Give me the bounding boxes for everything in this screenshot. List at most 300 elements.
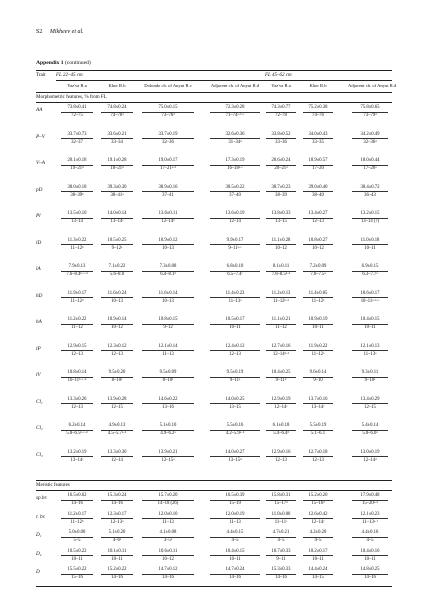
cell-range: 72–75 bbox=[71, 113, 83, 119]
cell-mean: 9.3±0.11 bbox=[352, 371, 388, 378]
cell-range: 11–12ᵃ bbox=[311, 351, 325, 357]
cell-range: 11–12 bbox=[275, 325, 287, 331]
cell-mean: 19.1±0.28 bbox=[101, 159, 133, 166]
cell-range: 73–79ᵈ bbox=[363, 113, 377, 119]
cell-range: 13–14ᶜ bbox=[311, 404, 325, 410]
cell-mean: 5.0±0.00 bbox=[61, 531, 93, 538]
cell-range: 5–5 bbox=[73, 538, 81, 544]
cell-mean: 34.0±0.43 bbox=[303, 133, 333, 140]
cell-mean: 15.5±0.22 bbox=[61, 568, 93, 575]
cell-mean: 4.4±0.15 bbox=[210, 531, 260, 538]
cell-mean: 10.9±0.19 bbox=[303, 318, 333, 325]
cell-mean: 6.9±0.15 bbox=[352, 265, 388, 272]
cell-mean: 10.6±0.11 bbox=[142, 550, 194, 557]
table-cell bbox=[348, 424, 392, 437]
cell-range: 13–15ᵈ bbox=[228, 457, 242, 463]
section-morphometric: Morphometric features, % from FL bbox=[36, 95, 107, 100]
cell-mean: 38.0±0.18 bbox=[61, 186, 93, 193]
table-cell bbox=[97, 159, 137, 172]
cell-range: 6.4–8.1ᵈ bbox=[160, 272, 176, 278]
cell-mean: 12.9±0.15 bbox=[61, 345, 93, 352]
cell-range: 7.8–8.5ᵇ·ᵈ bbox=[271, 272, 291, 278]
table-cell bbox=[348, 212, 392, 225]
cell-range: 14–16 bbox=[162, 575, 174, 581]
cell-range: 16–18ᵃ·ᶜ bbox=[227, 166, 243, 172]
table-cell bbox=[138, 106, 198, 119]
table-cell bbox=[348, 513, 392, 526]
cell-range: 12–14 bbox=[229, 219, 241, 225]
cell-range: 4–6ᵃ bbox=[112, 538, 122, 544]
table-cell bbox=[97, 424, 137, 437]
trait-label: AA bbox=[36, 107, 43, 113]
column-header: Yaz'va R.a bbox=[271, 83, 291, 88]
trait-label: pD bbox=[36, 186, 43, 193]
cell-range: 14–18 (26) bbox=[157, 501, 179, 507]
cell-mean: 13.6±0.11 bbox=[142, 212, 194, 219]
cell-mean: 5.5±0.16 bbox=[210, 424, 260, 431]
cell-range: 14–16 bbox=[364, 575, 376, 581]
cell-range: 10–11 bbox=[364, 245, 376, 251]
cell-mean: 15.2±0.20 bbox=[303, 494, 333, 501]
cell-mean: 74.3±0.77 bbox=[266, 106, 296, 113]
cell-mean: 14.7±0.12 bbox=[142, 568, 194, 575]
cell-mean: 13.4±0.27 bbox=[303, 212, 333, 219]
table-cell bbox=[262, 212, 300, 225]
cell-range: 20–21ᵈ bbox=[274, 166, 288, 172]
table-cell bbox=[299, 345, 337, 358]
table-cell bbox=[206, 494, 264, 507]
trait-label: lD bbox=[36, 239, 42, 246]
cell-range: 4.9–6.2ᵃ bbox=[160, 431, 176, 437]
cell-mean: 10.5±0.22 bbox=[61, 550, 93, 557]
cell-mean: 10.8±0.15 bbox=[142, 318, 194, 325]
cell-mean: 12.7±0.18 bbox=[303, 451, 333, 458]
cell-mean: 33.7±0.73 bbox=[61, 133, 93, 140]
cell-mean: 33.6±0.21 bbox=[101, 133, 133, 140]
cell-range: 5.6–8.0 bbox=[109, 272, 125, 278]
cell-mean: 38.5±0.22 bbox=[210, 186, 260, 193]
cell-range: 38–40 bbox=[312, 192, 324, 198]
cell-range: 10–11 bbox=[364, 325, 376, 331]
trait-label: D₂ bbox=[36, 550, 42, 557]
table-cell bbox=[138, 239, 198, 252]
column-header: Adjacent ch. of Anyui R.d bbox=[210, 83, 260, 88]
table-cell bbox=[299, 531, 337, 544]
table-cell bbox=[262, 265, 300, 278]
cell-mean: 13.3±0.26 bbox=[61, 398, 93, 405]
cell-range: 18–21ᵈ bbox=[110, 166, 124, 172]
cell-range: 14–16 bbox=[111, 575, 123, 581]
table-cell bbox=[348, 531, 392, 544]
cell-mean: 17.3±0.19 bbox=[210, 159, 260, 166]
table-cell bbox=[138, 345, 198, 358]
cell-range: 12–15 bbox=[111, 404, 123, 410]
cell-mean: 11.2±0.22 bbox=[61, 318, 93, 325]
group-left-header: FL 22–45 cm bbox=[56, 73, 83, 78]
cell-mean: 13.2±0.15 bbox=[352, 212, 388, 219]
trait-label: Cl₃ bbox=[36, 451, 43, 458]
cell-range: 10–13 bbox=[162, 245, 174, 251]
trait-label: D₁ bbox=[36, 532, 42, 538]
table-cell bbox=[138, 398, 198, 411]
cell-range: 11–13ᵃ bbox=[228, 298, 242, 304]
cell-range: 12–15ᵃ bbox=[161, 457, 175, 463]
cell-mean: 73.8±0.41 bbox=[61, 106, 93, 113]
table-cell bbox=[299, 568, 337, 581]
cell-mean: 13.5±0.10 bbox=[61, 212, 93, 219]
cell-mean: 39.0±0.40 bbox=[303, 186, 333, 193]
trait-label: P–V bbox=[36, 133, 45, 140]
table-cell bbox=[262, 424, 300, 437]
cell-range: 7.0–7.5ᵃ bbox=[310, 272, 326, 278]
cell-range: 4–5 bbox=[277, 538, 285, 544]
table-cell bbox=[299, 133, 337, 146]
table-cell bbox=[262, 513, 300, 526]
cell-mean: 11.4±0.23 bbox=[210, 292, 260, 299]
cell-range: 4.2–5.9ᵃ·ᵇ bbox=[225, 431, 245, 437]
cell-range: 10–11 bbox=[364, 556, 376, 562]
cell-mean: 12.9±0.19 bbox=[266, 398, 296, 405]
cell-range: 5.0–6.0ᵃ bbox=[362, 431, 378, 437]
table-cell bbox=[348, 318, 392, 331]
cell-range: 13–14 (?) bbox=[360, 219, 380, 225]
cell-range: 12–14ᶜ bbox=[274, 404, 288, 410]
cell-range: 11–13 bbox=[162, 519, 174, 525]
table-cell bbox=[138, 318, 198, 331]
table-cell bbox=[262, 568, 300, 581]
cell-mean: 12.0±0.10 bbox=[142, 513, 194, 520]
table-cell bbox=[97, 513, 137, 526]
table-cell bbox=[57, 371, 97, 384]
table-cell bbox=[299, 424, 337, 437]
cell-range: 4.5–5.7ᵃ·ᵈ bbox=[107, 431, 127, 437]
cell-mean: 4.9±0.13 bbox=[101, 424, 133, 431]
table-cell bbox=[348, 371, 392, 384]
cell-mean: 15.2±0.22 bbox=[101, 568, 133, 575]
table-cell bbox=[206, 106, 264, 119]
table-cell bbox=[348, 186, 392, 199]
cell-range: 71–74ᵃ·ᵇ·ᶜ bbox=[225, 113, 245, 119]
table-cell bbox=[348, 292, 392, 305]
table-cell bbox=[138, 424, 198, 437]
table-cell bbox=[348, 265, 392, 278]
cell-range: 10–11 bbox=[229, 556, 241, 562]
cell-mean: 7.2±0.09 bbox=[303, 265, 333, 272]
cell-range: 3–5ᵃ bbox=[163, 538, 173, 544]
cell-range: 11–11ᶜ bbox=[274, 519, 288, 525]
table-cell bbox=[299, 292, 337, 305]
trait-label: sp.br. bbox=[36, 495, 48, 501]
table-cell bbox=[348, 345, 392, 358]
column-header-rule bbox=[36, 92, 392, 93]
cell-range: 9–12ᵃ bbox=[111, 245, 123, 251]
column-header: Adjacent ch. of Anyui R.d bbox=[348, 83, 397, 88]
cell-range: 13–14ᶜ bbox=[110, 219, 124, 225]
table-cell bbox=[97, 550, 137, 563]
cell-range: 32–37 bbox=[71, 139, 83, 145]
cell-mean: 5.5±0.19 bbox=[303, 424, 333, 431]
column-header: Khor R.b bbox=[309, 83, 327, 88]
table-cell bbox=[138, 568, 198, 581]
cell-range: 4–5 bbox=[231, 538, 239, 544]
cell-mean: 11.9±0.17 bbox=[61, 292, 93, 299]
cell-mean: 7.9±0.13 bbox=[61, 265, 93, 272]
table-cell bbox=[262, 398, 300, 411]
cell-range: 17–21ᵃ·ᵈ bbox=[159, 166, 177, 172]
trait-label: Pl bbox=[36, 213, 41, 219]
cell-mean: 33.8±0.52 bbox=[266, 133, 296, 140]
cell-range: 73–76ᵈ bbox=[161, 113, 175, 119]
table-cell bbox=[97, 531, 137, 544]
cell-mean: 12.0±0.19 bbox=[210, 513, 260, 520]
cell-mean: 12.1±0.23 bbox=[352, 513, 388, 520]
table-cell bbox=[348, 159, 392, 172]
table-cell bbox=[97, 318, 137, 331]
table-cell bbox=[206, 568, 264, 581]
cell-mean: 9.5±0.09 bbox=[142, 371, 194, 378]
table-cell bbox=[97, 265, 137, 278]
cell-mean: 12.1±0.14 bbox=[142, 345, 194, 352]
table-cell bbox=[206, 265, 264, 278]
table-cell bbox=[138, 371, 198, 384]
table-cell bbox=[138, 451, 198, 464]
cell-range: 12–13 bbox=[71, 404, 83, 410]
cell-range: 14–16 bbox=[229, 575, 241, 581]
cell-range: 32–36ᵈ bbox=[363, 139, 377, 145]
cell-mean: 13.3±0.30 bbox=[101, 451, 133, 458]
table-cell bbox=[206, 531, 264, 544]
cell-mean: 20.6±0.24 bbox=[266, 159, 296, 166]
table-top-rule bbox=[36, 70, 392, 71]
cell-mean: 9.5±0.20 bbox=[101, 371, 133, 378]
table-cell bbox=[206, 513, 264, 526]
table-cell bbox=[97, 345, 137, 358]
cell-mean: 10.4±0.15 bbox=[210, 550, 260, 557]
cell-range: 15–20ᵃ·ᵈ bbox=[361, 501, 379, 507]
section-meristic-top-rule bbox=[36, 480, 392, 481]
table-cell bbox=[97, 398, 137, 411]
section-meristic-rule bbox=[36, 490, 392, 491]
cell-range: 11–12 bbox=[71, 325, 83, 331]
cell-range: 8–10ᵃ bbox=[162, 378, 174, 384]
table-cell bbox=[206, 186, 264, 199]
cell-mean: 11.6±0.24 bbox=[101, 292, 133, 299]
table-cell bbox=[97, 212, 137, 225]
cell-mean: 4.2±0.20 bbox=[303, 531, 333, 538]
cell-mean: 14.4±0.24 bbox=[303, 568, 333, 575]
cell-mean: 11.1±0.28 bbox=[266, 239, 296, 246]
trait-label: Cl₂ bbox=[36, 425, 43, 431]
table-cell bbox=[262, 106, 300, 119]
table-cell bbox=[57, 265, 97, 278]
cell-mean: 13.4±0.29 bbox=[352, 398, 388, 405]
group-right-header: FL 45–62 cm bbox=[265, 73, 292, 78]
cell-mean: 75.2±0.38 bbox=[303, 106, 333, 113]
cell-mean: 15.8±0.31 bbox=[266, 494, 296, 501]
appendix-label: Appendix 1 bbox=[36, 60, 64, 66]
cell-range: 5.4–6.4ᵈ bbox=[273, 431, 289, 437]
cell-range: 33–35 bbox=[312, 139, 324, 145]
cell-mean: 20.1±0.18 bbox=[61, 159, 93, 166]
table-cell bbox=[262, 371, 300, 384]
cell-mean: 4.4±0.16 bbox=[352, 531, 388, 538]
cell-range: 6.5–7.4ᶜ bbox=[227, 272, 243, 278]
cell-mean: 11.4±0.05 bbox=[303, 292, 333, 299]
table-cell bbox=[262, 345, 300, 358]
cell-range: 13–14ᶜ bbox=[70, 457, 84, 463]
cell-mean: 10.7±0.33 bbox=[266, 550, 296, 557]
cell-range: 17–20ᵃ bbox=[363, 166, 377, 172]
table-cell bbox=[138, 513, 198, 526]
cell-mean: 10.4±0.25 bbox=[266, 371, 296, 378]
table-cell bbox=[348, 133, 392, 146]
table-cell bbox=[57, 345, 97, 358]
cell-range: 10–12 bbox=[275, 245, 287, 251]
table-cell bbox=[299, 159, 337, 172]
cell-range: 12–13 bbox=[312, 457, 324, 463]
table-cell bbox=[206, 239, 264, 252]
table-cell bbox=[57, 494, 97, 507]
cell-mean: 5.4±0.14 bbox=[352, 424, 388, 431]
table-cell bbox=[299, 212, 337, 225]
cell-range: 10–11ᵇ·ᶜ·ᵈ bbox=[67, 378, 87, 384]
section-morph-rule bbox=[36, 102, 392, 103]
cell-range: 9–11ᵃ bbox=[229, 378, 241, 384]
cell-range: 10–13 bbox=[111, 298, 123, 304]
cell-mean: 11.1±0.21 bbox=[266, 318, 296, 325]
cell-mean: 14.7±0.24 bbox=[210, 568, 260, 575]
cell-mean: 4.7±0.21 bbox=[266, 531, 296, 538]
cell-mean: 13.0±0.19 bbox=[352, 451, 388, 458]
table-cell bbox=[348, 568, 392, 581]
cell-range: 14–15 bbox=[312, 575, 324, 581]
table-cell bbox=[57, 568, 97, 581]
table-cell bbox=[206, 318, 264, 331]
cell-mean: 13.2±0.19 bbox=[61, 451, 93, 458]
table-cell bbox=[262, 531, 300, 544]
cell-range: 8–10ᵃ bbox=[111, 378, 123, 384]
cell-mean: 7.3±0.08 bbox=[142, 265, 194, 272]
cell-range: 12–14ᶜ bbox=[311, 519, 325, 525]
cell-mean: 10.4±0.15 bbox=[352, 318, 388, 325]
table-cell bbox=[138, 212, 198, 225]
cell-range: 11–13 bbox=[229, 519, 241, 525]
cell-range: 37–41 bbox=[162, 192, 174, 198]
cell-mean: 12.4±0.12 bbox=[210, 345, 260, 352]
table-cell bbox=[299, 239, 337, 252]
cell-mean: 10.5±0.17 bbox=[210, 318, 260, 325]
cell-range: 13–14 bbox=[71, 219, 83, 225]
cell-mean: 10.8±0.14 bbox=[61, 371, 93, 378]
cell-range: 14–16 bbox=[71, 501, 83, 507]
cell-range: 19–21ᵈ bbox=[70, 166, 84, 172]
cell-mean: 6.8±0.10 bbox=[210, 265, 260, 272]
table-cell bbox=[262, 494, 300, 507]
cell-mean: 17.9±0.48 bbox=[352, 494, 388, 501]
cell-range: 10–11 bbox=[312, 325, 324, 331]
cell-range: 10–12 bbox=[312, 245, 324, 251]
cell-range: 11–12ᵃ bbox=[311, 298, 325, 304]
column-header: Yaz'va R.a bbox=[67, 83, 87, 88]
cell-mean: 10.2±0.17 bbox=[303, 550, 333, 557]
section-meristic: Meristic features bbox=[36, 483, 70, 488]
cell-range: 12–13 bbox=[275, 457, 287, 463]
cell-range: 33–36 bbox=[275, 139, 287, 145]
table-cell bbox=[138, 265, 198, 278]
cell-mean: 14.6±0.22 bbox=[142, 398, 194, 405]
cell-mean: 12.6±0.42 bbox=[303, 513, 333, 520]
table-cell bbox=[97, 451, 137, 464]
cell-range: 38–39ᵇ bbox=[70, 192, 84, 198]
cell-range: 10–13 bbox=[162, 298, 174, 304]
cell-range: 4–5 bbox=[314, 538, 322, 544]
cell-range: 31–34ᵈ bbox=[228, 139, 242, 145]
cell-range: 9–11ᵃ·ᶜ bbox=[228, 245, 242, 251]
cell-range: 10–11 bbox=[71, 556, 83, 562]
table-cell bbox=[299, 186, 337, 199]
cell-range: 9–11 bbox=[276, 556, 286, 562]
cell-range: 14–16 bbox=[111, 501, 123, 507]
cell-mean: 74.8±0.24 bbox=[101, 106, 133, 113]
cell-range: 5.1–6.1 bbox=[310, 431, 326, 437]
cell-range: 12–13 bbox=[71, 351, 83, 357]
cell-mean: 9.6±0.14 bbox=[303, 371, 333, 378]
cell-mean: 14.8±0.25 bbox=[352, 568, 388, 575]
group-header-rule bbox=[56, 80, 392, 81]
table-cell bbox=[138, 133, 198, 146]
cell-mean: 5.1±0.20 bbox=[101, 531, 133, 538]
trait-label: D bbox=[36, 569, 40, 575]
table-cell bbox=[138, 159, 198, 172]
cell-mean: 14.0±0.25 bbox=[210, 398, 260, 405]
cell-range: 10–11 bbox=[312, 556, 324, 562]
cell-mean: 18.9±0.57 bbox=[303, 159, 333, 166]
cell-range: 9–11ᵈ bbox=[275, 378, 287, 384]
cell-range: 15–16ᵈ bbox=[311, 501, 325, 507]
cell-mean: 11.2±0.17 bbox=[61, 513, 93, 520]
table-cell bbox=[57, 292, 97, 305]
cell-mean: 32.6±0.36 bbox=[210, 133, 260, 140]
cell-range: 38–39 bbox=[275, 192, 287, 198]
table-cell bbox=[299, 513, 337, 526]
table-cell bbox=[348, 398, 392, 411]
cell-range: 38–41ᵃ bbox=[110, 192, 124, 198]
cell-range: 9–12 bbox=[163, 325, 173, 331]
table-cell bbox=[348, 494, 392, 507]
trait-label: lA bbox=[36, 266, 41, 272]
trait-label: Cl₁ bbox=[36, 398, 43, 405]
cell-mean: 11.2±0.13 bbox=[266, 292, 296, 299]
table-cell bbox=[57, 550, 97, 563]
table-cell bbox=[57, 451, 97, 464]
cell-range: 15–19 bbox=[229, 501, 241, 507]
cell-range: 13–15 bbox=[275, 219, 287, 225]
table-cell bbox=[97, 239, 137, 252]
table-cell bbox=[206, 424, 264, 437]
table-cell bbox=[138, 531, 198, 544]
cell-mean: 10.5±0.25 bbox=[101, 239, 133, 246]
cell-mean: 34.2±0.49 bbox=[352, 133, 388, 140]
cell-mean: 6.2±0.14 bbox=[61, 424, 93, 431]
cell-range: 12–14ᵇ bbox=[161, 219, 175, 225]
table-cell bbox=[206, 398, 264, 411]
cell-mean: 12.9±0.16 bbox=[266, 451, 296, 458]
trait-label: hA bbox=[36, 319, 42, 325]
table-cell bbox=[262, 318, 300, 331]
table-cell bbox=[348, 239, 392, 252]
cell-range: 36–43 bbox=[364, 192, 376, 198]
table-cell bbox=[57, 531, 97, 544]
